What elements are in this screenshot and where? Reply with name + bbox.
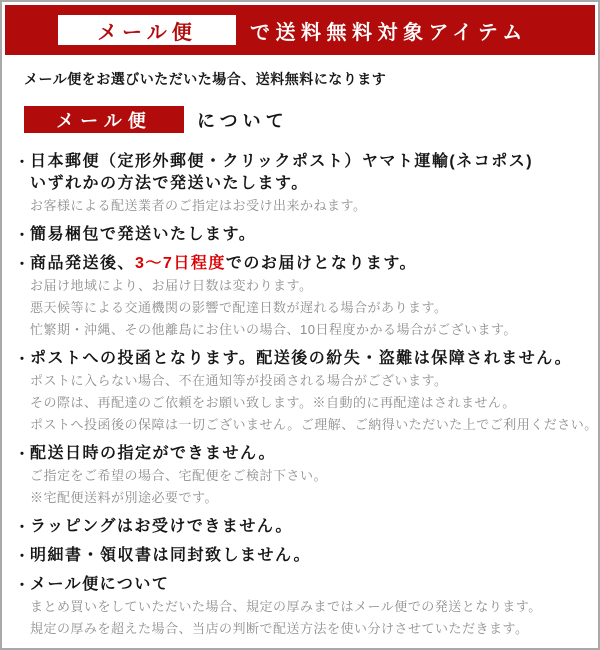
bullet-title-text: メール便について	[30, 576, 170, 593]
bullet-note-line: ポストに入らない場合、不在通知等が投函される場合がございます。	[30, 373, 448, 388]
bullet-dot-icon: ・	[15, 577, 29, 593]
highlighted-red-text: 3〜7日程度	[135, 255, 226, 272]
bullet-dot-icon: ・	[15, 256, 29, 272]
bullet-note-line: お届け地域により、お届け日数は変わります。	[30, 278, 313, 293]
about-heading	[24, 106, 576, 133]
content-area	[2, 69, 598, 640]
bullet-group	[15, 545, 576, 567]
bullet-title-text: ポストへの投函となります。配送後の紛失・盗難は保障されません。	[30, 350, 573, 367]
bullet-title-line	[15, 224, 576, 246]
mail-service-badge-secondary-label: メール便	[56, 110, 152, 131]
bullet-group	[15, 151, 576, 217]
bullet-group	[15, 253, 576, 341]
bullet-dot-icon: ・	[15, 154, 29, 170]
mail-service-badge	[58, 15, 236, 45]
intro-text: メール便をお選びいただいた場合、送料無料になります	[24, 71, 387, 87]
bullet-title-line	[15, 348, 576, 370]
banner-title: で送料無料対象アイテム	[250, 21, 528, 44]
bullet-group	[15, 224, 576, 246]
bullet-dot-icon: ・	[15, 519, 29, 535]
header-banner	[5, 5, 595, 55]
bullet-title-text: 簡易梱包で発送いたします。	[30, 226, 257, 243]
bullet-dot-icon: ・	[15, 351, 29, 367]
bullet-list	[15, 151, 598, 640]
bullet-note-line: その際は、再配達のご依頼をお願い致します。※自動的に再配達はされません。	[30, 395, 516, 410]
bullet-title-line	[15, 151, 576, 173]
bullet-note-line: お客様による配送業者のご指定はお受け出来かねます。	[30, 198, 367, 213]
bullet-title-text: 明細書・領収書は同封致しません。	[30, 547, 311, 564]
bullet-title-text: 日本郵便（定形外郵便・クリックポスト）ヤマト運輸(ネコポス)	[30, 153, 534, 170]
about-suffix-label: について	[197, 110, 289, 131]
bullet-title-text: 商品発送後、	[30, 255, 136, 272]
bullet-group	[15, 348, 598, 436]
bullet-note-line: ポストへ投函後の保障は一切ございません。ご理解、ご納得いただいた上でご利用ください。	[30, 417, 598, 432]
bullet-group	[15, 443, 576, 509]
bullet-title-line	[15, 574, 576, 596]
bullet-title-text: 配送日時の指定ができません。	[30, 445, 276, 462]
bullet-note-line: 悪天候等による交通機関の影響で配達日数が遅れる場合があります。	[30, 300, 448, 315]
bullet-note-line: 規定の厚みを超えた場合、当店の判断で配送方法を使い分けさせていただきます。	[30, 621, 529, 636]
bullet-dot-icon: ・	[15, 227, 29, 243]
bullet-group	[15, 574, 576, 640]
bullet-title-text: ラッピングはお受けできません。	[30, 518, 293, 535]
bullet-title-line	[15, 253, 576, 275]
mail-service-badge-secondary	[24, 106, 184, 133]
bullet-group	[15, 516, 576, 538]
bullet-note-line: ご指定をご希望の場合、宅配便をご検討下さい。	[30, 468, 328, 483]
bullet-dot-icon: ・	[15, 548, 29, 564]
bullet-dot-icon: ・	[15, 446, 29, 462]
bullet-title-text: いずれかの方法で発送いたします。	[30, 175, 309, 192]
bullet-note-line: まとめ買いをしていただいた場合、規定の厚みまではメール便での発送となります。	[30, 599, 542, 614]
bullet-note-line: 忙繁期・沖縄、その他離島にお住いの場合、10日程度かかる場合がございます。	[30, 322, 517, 337]
bullet-title-line	[15, 516, 576, 538]
mail-service-badge-label: メール便	[97, 21, 197, 44]
bullet-title-text: でのお届けとなります。	[225, 255, 418, 272]
bullet-title-continuation	[24, 173, 576, 195]
bullet-title-line	[15, 545, 576, 567]
bullet-title-line	[15, 443, 576, 465]
bullet-note-line: ※宅配便送料が別途必要です。	[30, 490, 218, 505]
